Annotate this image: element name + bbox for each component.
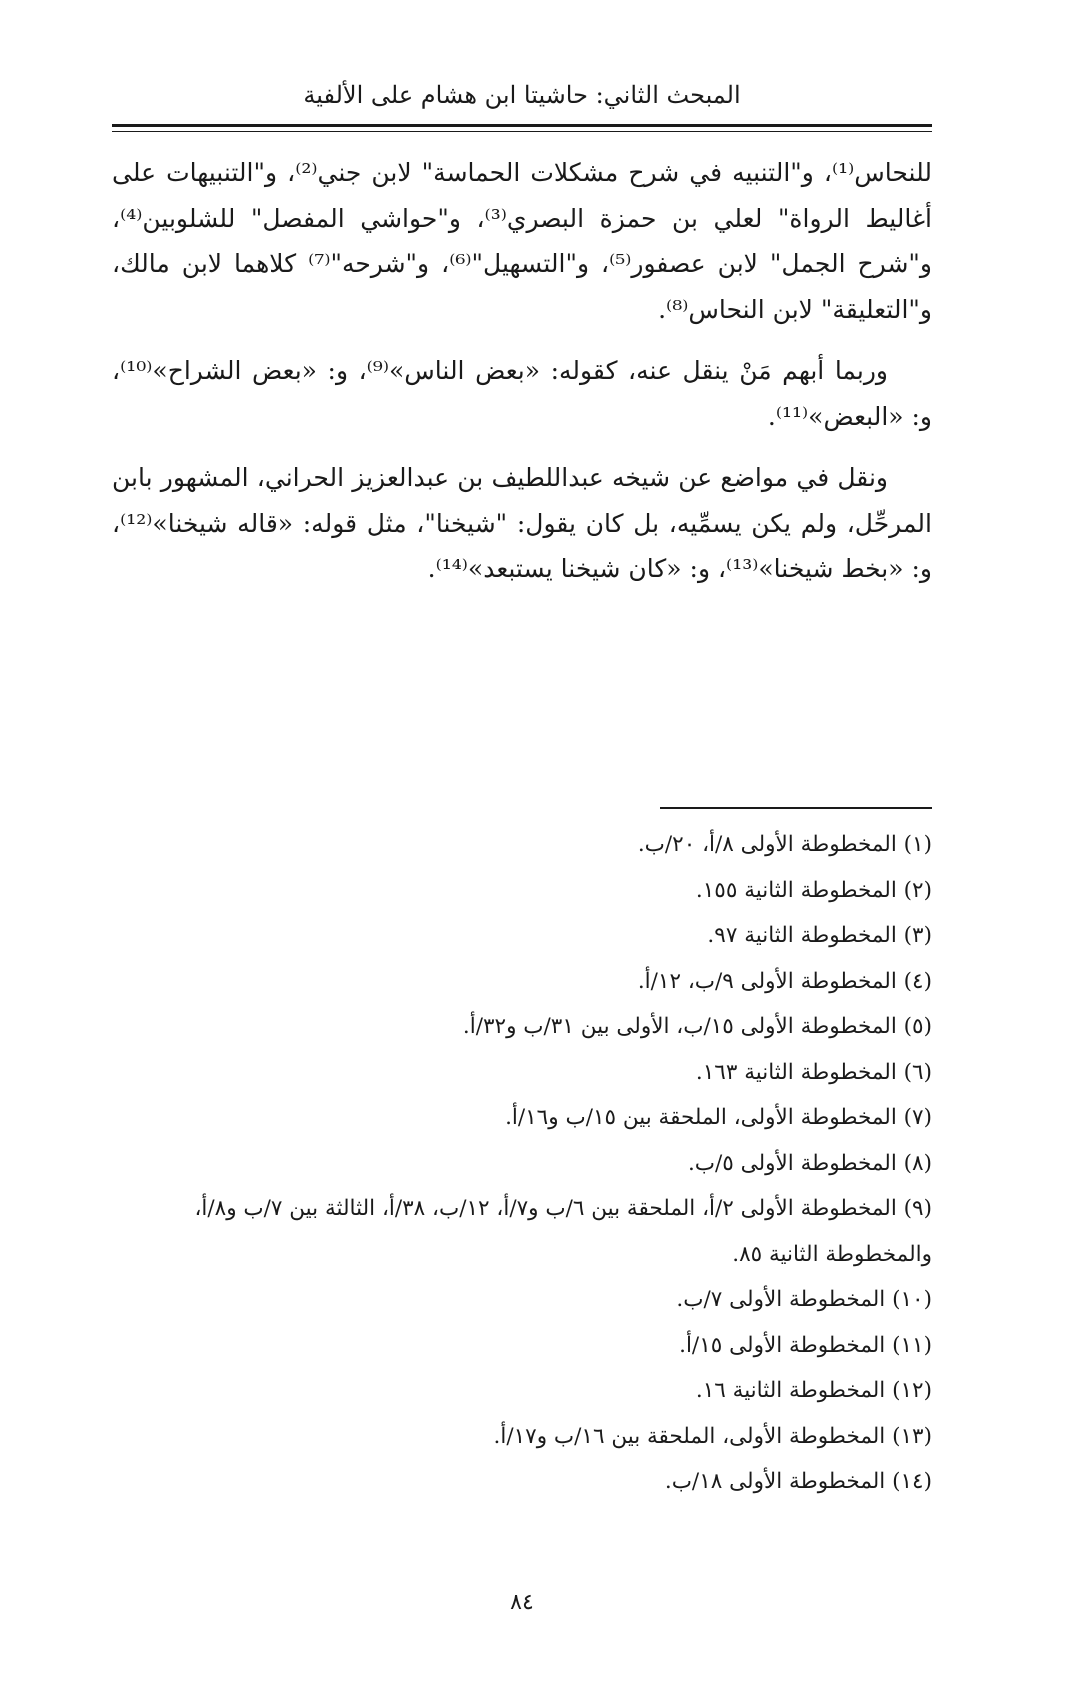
footnote-6: (٦) المخطوطة الثانية ١٦٣. bbox=[695, 1059, 932, 1085]
footnote-12: (١٢) المخطوطة الثانية ١٦. bbox=[695, 1378, 932, 1403]
page-number: ٨٤ bbox=[510, 1590, 534, 1615]
footnote-9: (٩) المخطوطة الأولى ٢/أ، الملحقة بين ٦/ب و٧/أ، ١٢/ب، ٣٨/أ، الثالثة بين ٧/ب و٨/أ، والمخطوطة الثانية ٨٥. bbox=[194, 1196, 932, 1267]
footnote-separator bbox=[660, 807, 932, 809]
paragraph-3: ونقل في مواضع عن شيخه عبداللطيف بن عبدالعزيز الحراني، المشهور بابن المرحِّل، ولم يكن يسمِّيه، بل كان يقول: "شيخنا"، مثل قوله: «قاله شيخنا»⁽¹²⁾، و: «بخط شيخنا»⁽¹³⁾، و: «كان شيخنا يستبعد»⁽¹⁴⁾. bbox=[112, 463, 932, 583]
footnote-10: (١٠) المخطوطة الأولى ٧/ب. bbox=[676, 1287, 932, 1312]
header-rule-thin bbox=[112, 131, 932, 132]
paragraph-1: للنحاس⁽¹⁾، و"التنبيه في شرح مشكلات الحماسة" لابن جني⁽²⁾، و"التنبيهات على أغاليط الرواة" لعلي بن حمزة البصري⁽³⁾، و"حواشي المفصل" للشلوبين⁽⁴⁾، و"شرح الجمل" لابن عصفور⁽⁵⁾، و"التسهيل"⁽⁶⁾، و"شرحه"⁽⁷⁾ كلاهما لابن مالك، و"التعليقة" لابن النحاس⁽⁸⁾. bbox=[112, 158, 932, 324]
footnote-13: (١٣) المخطوطة الأولى، الملحقة بين ١٦/ب و١٧/أ. bbox=[493, 1423, 932, 1449]
header-rule-thick bbox=[112, 124, 932, 127]
footnote-2: (٢) المخطوطة الثانية ١٥٥. bbox=[695, 877, 932, 903]
footnote-5: (٥) المخطوطة الأولى ١٥/ب، الأولى بين ٣١/ب و٣٢/أ. bbox=[462, 1014, 932, 1039]
paragraph-2: وربما أبهم مَنْ ينقل عنه، كقوله: «بعض الناس»⁽⁹⁾، و: «بعض الشراح»⁽¹⁰⁾، و: «البعض»⁽¹¹⁾. bbox=[112, 356, 932, 431]
footnote-3: (٣) المخطوطة الثانية ٩٧. bbox=[707, 923, 932, 948]
page-header: المبحث الثاني: حاشيتا ابن هشام على الألفية bbox=[303, 81, 741, 109]
footnote-1: (١) المخطوطة الأولى ٨/أ، ٢٠/ب. bbox=[637, 832, 932, 857]
footnotes bbox=[112, 822, 932, 1505]
footnote-11: (١١) المخطوطة الأولى ١٥/أ. bbox=[679, 1332, 932, 1358]
footnote-14: (١٤) المخطوطة الأولى ١٨/ب. bbox=[664, 1469, 932, 1494]
footnote-8: (٨) المخطوطة الأولى ٥/ب. bbox=[687, 1150, 932, 1176]
footnote-7: (٧) المخطوطة الأولى، الملحقة بين ١٥/ب و١٦/أ. bbox=[505, 1105, 932, 1130]
body-text bbox=[112, 150, 932, 608]
footnote-4: (٤) المخطوطة الأولى ٩/ب، ١٢/أ. bbox=[637, 968, 932, 994]
